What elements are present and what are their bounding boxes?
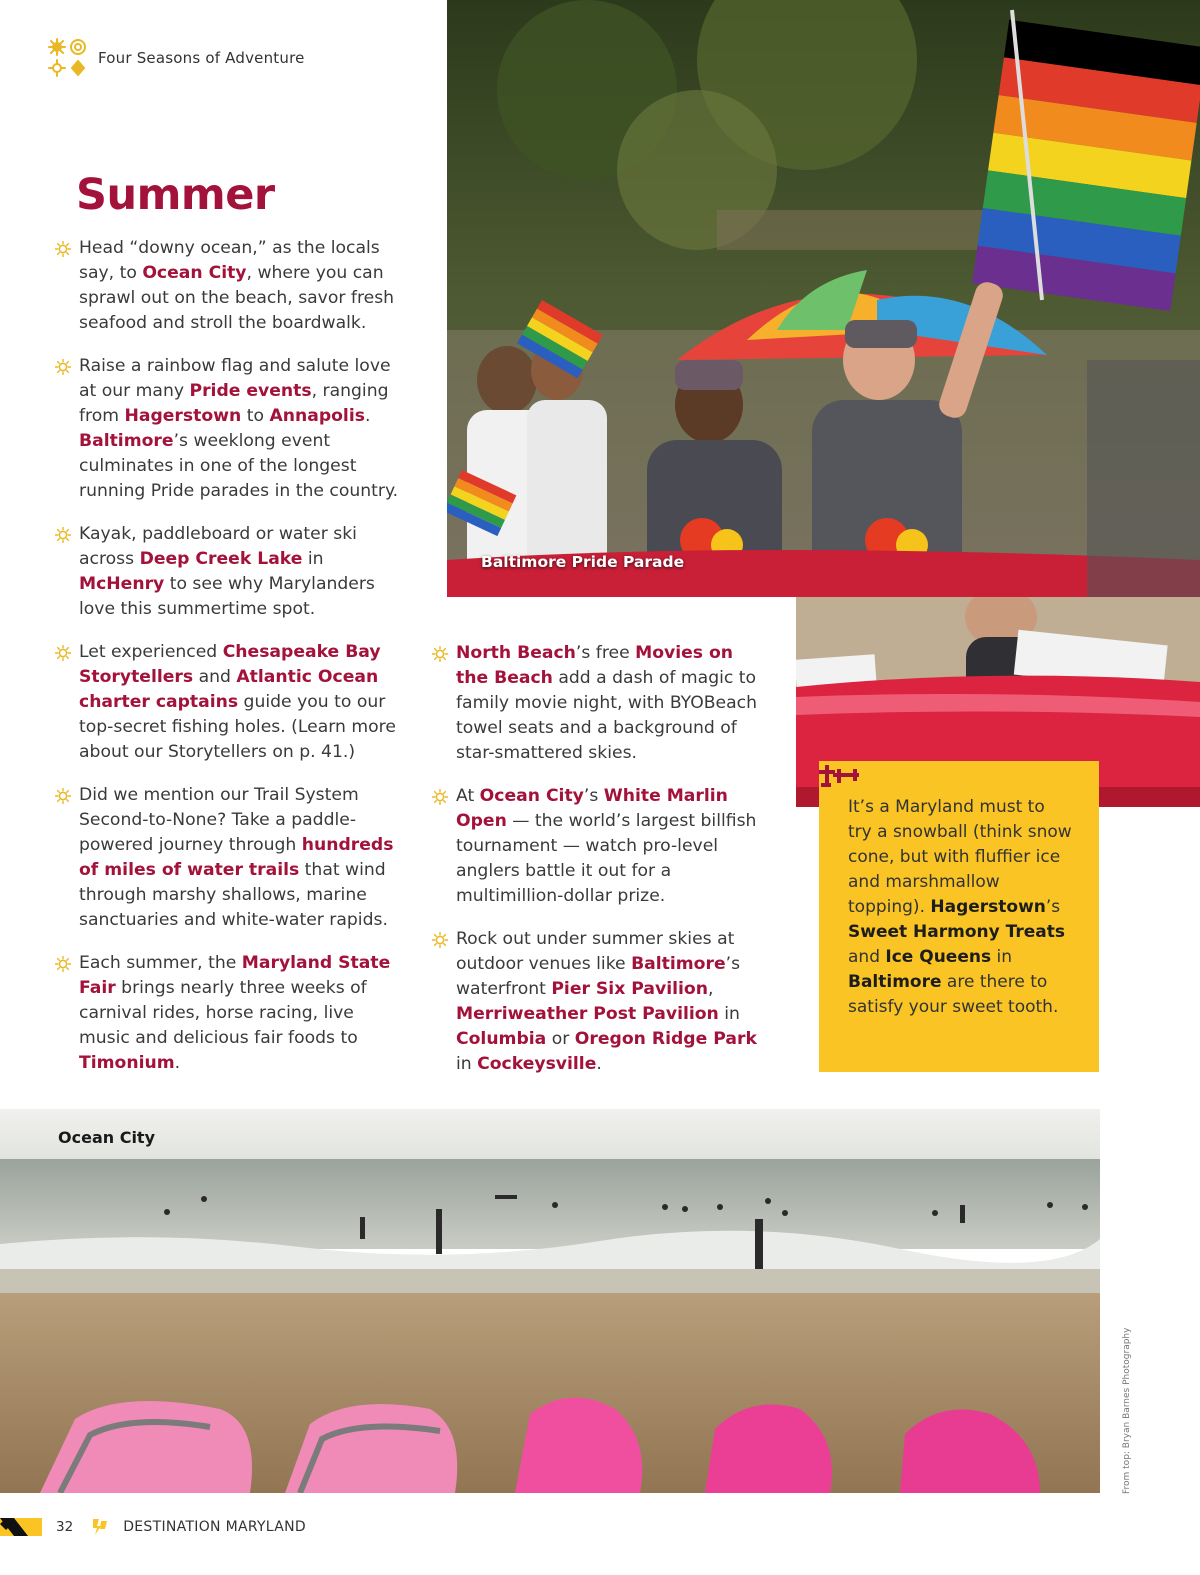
body-text: in (991, 947, 1012, 967)
section-title: Four Seasons of Adventure (98, 49, 305, 67)
highlighted-place-name: McHenry (79, 574, 165, 594)
body-text: ’s (583, 786, 604, 806)
pride-parade-photo (447, 0, 1200, 597)
highlighted-place-name: hundreds of miles of water trails (79, 835, 394, 880)
pride-photo-caption: Baltimore Pride Parade (481, 553, 685, 571)
bullet-item (55, 354, 410, 504)
body-text: are there to satisfy your sweet tooth. (848, 972, 1059, 1017)
highlighted-place-name: White Marlin Open (456, 786, 728, 831)
body-text: At (456, 786, 480, 806)
highlighted-place-name: Atlantic Ocean charter captains (79, 667, 379, 712)
body-text: to see why Marylanders love this summertime spot. (79, 574, 375, 619)
body-text: It’s a Maryland must to try a snowball (think snow cone, but with fluffier ice and marshmallow topping). (848, 797, 1072, 917)
bullet-item (55, 640, 410, 765)
body-text: . (596, 1054, 602, 1074)
body-text: , ranging from (79, 381, 389, 426)
highlighted-place-name: Baltimore (79, 431, 174, 451)
bullet-item (55, 783, 410, 933)
bullet-item (432, 927, 762, 1077)
body-text: Let experienced (79, 642, 223, 662)
photo-credit: From top: Bryan Barnes Photography (1122, 1327, 1132, 1494)
highlighted-place-name: Deep Creek Lake (139, 549, 303, 569)
highlighted-place-name: Merriweather Post Pavilion (456, 1004, 719, 1024)
highlighted-place-name: Cockeysville (477, 1054, 597, 1074)
page-footer (0, 1514, 306, 1540)
body-text: ’s (1045, 897, 1061, 917)
body-text: ’s waterfront (456, 954, 741, 999)
bullet-item (55, 951, 410, 1076)
highlighted-place-name: Baltimore (848, 972, 942, 992)
sun-icon (432, 789, 448, 805)
highlighted-place-name: Oregon Ridge Park (574, 1029, 757, 1049)
ocean-city-caption: Ocean City (58, 1128, 155, 1147)
body-text: brings nearly three weeks of carnival rides, horse racing, live music and delicious fair foods to (79, 978, 367, 1048)
sun-icon (432, 932, 448, 948)
sun-icon (55, 241, 71, 257)
body-text: — the world’s largest billfish tournament — watch pro-level anglers battle it out for a multimillion-dollar prize. (456, 811, 757, 906)
publication-title: DESTINATION MARYLAND (123, 1519, 306, 1535)
body-text: Head “downy ocean,” as the locals say, to (79, 238, 380, 283)
body-text: to (241, 406, 270, 426)
sun-icon (55, 956, 71, 972)
highlighted-place-name: Chesapeake Bay Storytellers (79, 642, 381, 687)
body-text: Did we mention our Trail System Second-to-None? Take a paddle-powered journey through (79, 785, 359, 855)
highlighted-place-name: Pier Six Pavilion (551, 979, 708, 999)
highlighted-place-name: Sweet Harmony Treats (848, 922, 1065, 942)
highlighted-place-name: Maryland State Fair (79, 953, 391, 998)
body-text: ’s free (575, 643, 636, 663)
sun-icon (55, 645, 71, 661)
maryland-cross-icon (819, 761, 859, 791)
highlighted-place-name: Hagerstown (930, 897, 1046, 917)
middle-column-list (432, 641, 762, 1095)
page-title: Summer (76, 170, 275, 220)
highlighted-place-name: Hagerstown (124, 406, 242, 426)
maryland-flag-icon (0, 1518, 42, 1536)
sun-icon (432, 646, 448, 662)
four-seasons-icon (46, 36, 90, 80)
sun-icon (55, 359, 71, 375)
page-number: 32 (56, 1519, 74, 1535)
body-text: , where you can sprawl out on the beach, savor fresh seafood and stroll the boardwalk. (79, 263, 395, 333)
body-text: Rock out under summer skies at outdoor venues like (456, 929, 735, 974)
body-text: guide you to our top-secret fishing holes. (Learn more about our Storytellers on p. 41.) (79, 692, 396, 762)
ocean-city-photo (0, 1109, 1100, 1493)
highlighted-place-name: Timonium (79, 1053, 175, 1073)
body-text: . (174, 1053, 181, 1073)
bullet-item (432, 784, 762, 909)
snowball-callout (819, 761, 1099, 1072)
destination-maryland-logo-icon (91, 1517, 109, 1537)
bullet-item (55, 236, 410, 336)
left-column-list (55, 236, 410, 1094)
highlighted-place-name: Movies on the Beach (456, 643, 734, 688)
sun-icon (55, 788, 71, 804)
body-text: . (364, 406, 371, 426)
body-text: and (848, 947, 886, 967)
body-text: and (193, 667, 237, 687)
highlighted-place-name: Ocean City (142, 263, 247, 283)
page-header (46, 36, 305, 80)
highlighted-place-name: Columbia (456, 1029, 547, 1049)
highlighted-place-name: Annapolis (269, 406, 365, 426)
body-text: in (718, 1004, 740, 1024)
body-text: ’s weeklong event culminates in one of the longest running Pride parades in the country. (79, 431, 399, 501)
body-text: Kayak, paddleboard or water ski across (79, 524, 357, 569)
body-text: that wind through marshy shallows, marine sanctuaries and white-water rapids. (79, 860, 388, 930)
highlighted-place-name: Pride events (189, 381, 312, 401)
highlighted-place-name: Ocean City (479, 786, 584, 806)
body-text: add a dash of magic to family movie night, with BYOBeach towel seats and a background of star-smattered skies. (456, 668, 757, 763)
body-text: , (707, 979, 714, 999)
body-text: Each summer, the (79, 953, 242, 973)
bullet-item (55, 522, 410, 622)
body-text: in (456, 1054, 478, 1074)
highlighted-place-name: Ice Queens (885, 947, 992, 967)
highlighted-place-name: Baltimore (631, 954, 726, 974)
highlighted-place-name: North Beach (456, 643, 576, 663)
body-text: Raise a rainbow flag and salute love at our many (79, 356, 391, 401)
body-text: in (302, 549, 324, 569)
bullet-item (432, 641, 762, 766)
body-text: or (546, 1029, 575, 1049)
sun-icon (55, 527, 71, 543)
